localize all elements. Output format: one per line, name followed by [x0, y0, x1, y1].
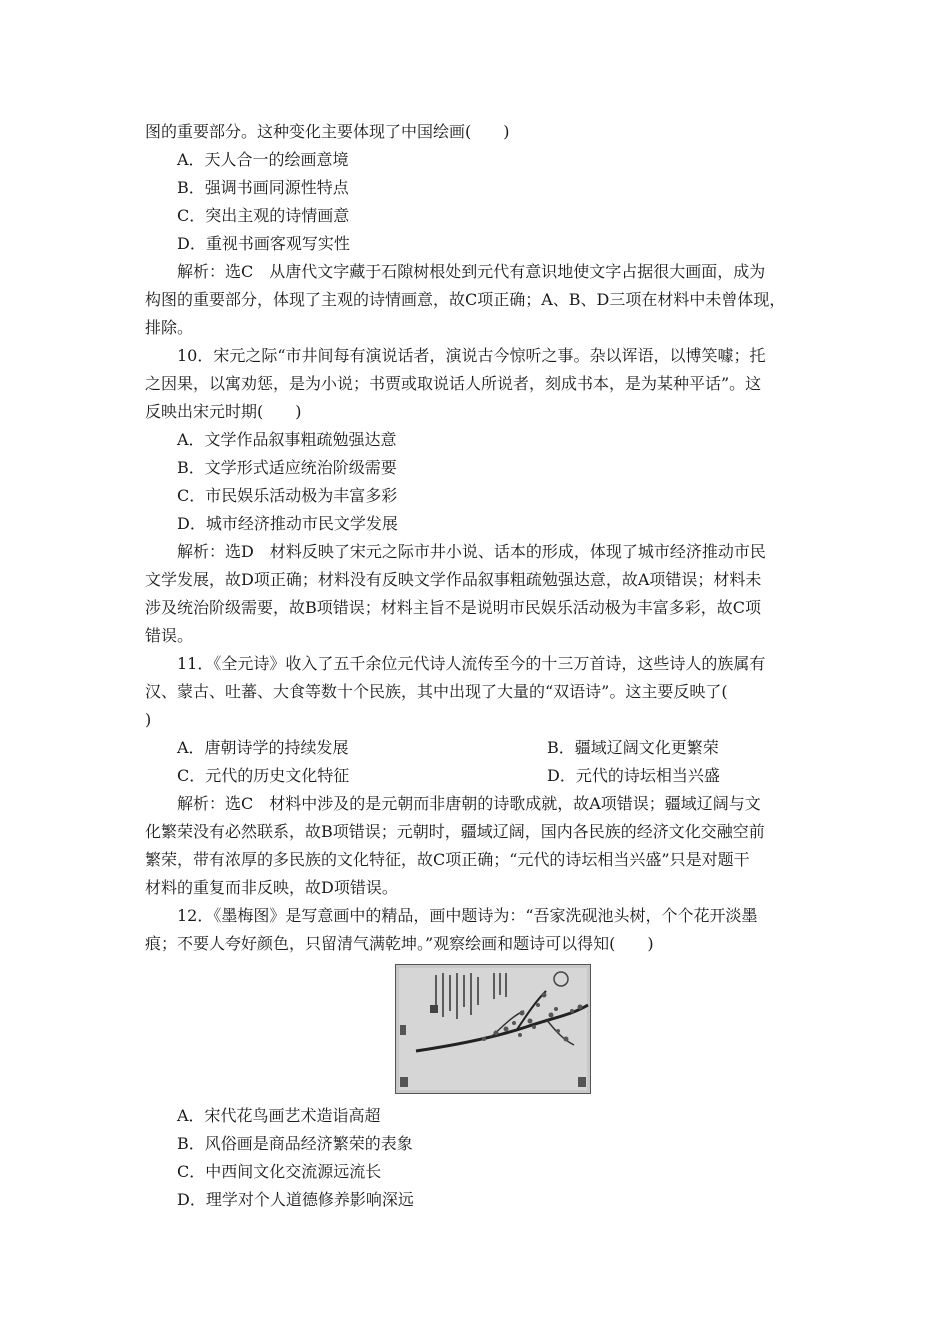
q12-option-d: D．理学对个人道德修养影响深远	[177, 1190, 414, 1209]
q10-analysis-line: 涉及统治阶级需要，故B项错误；材料主旨不是说明市民娱乐活动极为丰富多彩，故C项	[145, 598, 762, 617]
q12-option-b: B．风俗画是商品经济繁荣的表象	[177, 1134, 413, 1153]
q11-options-row	[145, 734, 805, 762]
q10-stem-line: 10．宋元之际“市井间每有演说话者，演说古今惊听之事。杂以诨语，以博笑噱；托	[177, 346, 766, 365]
q11-options-row	[145, 762, 805, 790]
q9-option-a: A．天人合一的绘画意境	[177, 150, 349, 169]
q11-analysis-line: 解析：选C 材料中涉及的是元朝而非唐朝的诗歌成就，故A项错误；疆域辽阔与文	[177, 794, 761, 813]
q10-stem-line: 之因果，以寓劝惩，是为小说；书贾或取说话人所说者，刻成书本，是为某种平话”。这	[145, 374, 762, 393]
q9-analysis-line: 构图的重要部分，体现了主观的诗情画意，故C项正确；A、B、D三项在材料中未曾体现，	[145, 290, 786, 309]
q12-stem-line: 12．《墨梅图》是写意画中的精品，画中题诗为：“吾家洗砚池头树，个个花开淡墨	[177, 906, 758, 925]
q9-option-b: B．强调书画同源性特点	[177, 178, 349, 197]
q11-option-c: C．元代的历史文化特征	[177, 766, 350, 785]
q10-analysis-line: 文学发展，故D项正确；材料没有反映文学作品叙事粗疏勉强达意，故A项错误；材料未	[145, 570, 762, 589]
q9-analysis-line: 解析：选C 从唐代文字藏于石隙树根处到元代有意识地使文字占据很大画面，成为	[177, 262, 766, 281]
q11-analysis-line: 材料的重复而非反映，故D项错误。	[145, 878, 398, 897]
q10-analysis-line: 错误。	[145, 626, 194, 645]
q11-analysis-line: 繁荣，带有浓厚的多民族的文化特征，故C项正确；“元代的诗坛相当兴盛”只是对题干	[145, 850, 750, 869]
q10-analysis-line: 解析：选D 材料反映了宋元之际市井小说、话本的形成，体现了城市经济推动市民	[177, 542, 766, 561]
q9-option-d: D．重视书画客观写实性	[177, 234, 350, 253]
q11-stem-line: )	[145, 710, 152, 729]
q9-stem-end: 图的重要部分。这种变化主要体现了中国绘画( )	[145, 122, 510, 141]
q11-analysis-line: 化繁荣没有必然联系，故B项错误；元朝时，疆域辽阔，国内各民族的经济文化交融空前	[145, 822, 765, 841]
q12-stem-line: 痕；不要人夸好颜色，只留清气满乾坤。”观察绘画和题诗可以得知( )	[145, 934, 654, 953]
q10-stem-line: 反映出宋元时期( )	[145, 402, 302, 421]
q11-option-a: A．唐朝诗学的持续发展	[177, 738, 349, 757]
q11-option-b: B．疆域辽阔文化更繁荣	[547, 738, 719, 757]
q10-option-c: C．市民娱乐活动极为丰富多彩	[177, 486, 398, 505]
q9-option-c: C．突出主观的诗情画意	[177, 206, 350, 225]
q11-stem-line: 汉、蒙古、吐蕃、大食等数十个民族，其中出现了大量的“双语诗”。这主要反映了(	[145, 682, 744, 701]
plum-blossom-painting	[395, 964, 591, 1094]
q11-option-d: D．元代的诗坛相当兴盛	[547, 766, 720, 785]
q10-option-d: D．城市经济推动市民文学发展	[177, 514, 398, 533]
q10-option-b: B．文学形式适应统治阶级需要	[177, 458, 397, 477]
q10-option-a: A．文学作品叙事粗疏勉强达意	[177, 430, 397, 449]
q9-analysis-line: 排除。	[145, 318, 194, 337]
ink-plum-image	[396, 965, 590, 1093]
q12-option-c: C．中西间文化交流源远流长	[177, 1162, 382, 1181]
q12-option-a: A．宋代花鸟画艺术造诣高超	[177, 1106, 381, 1125]
q11-stem-line: 11．《全元诗》收入了五千余位元代诗人流传至今的十三万首诗，这些诗人的族属有	[177, 654, 766, 673]
document-page	[145, 118, 805, 1214]
